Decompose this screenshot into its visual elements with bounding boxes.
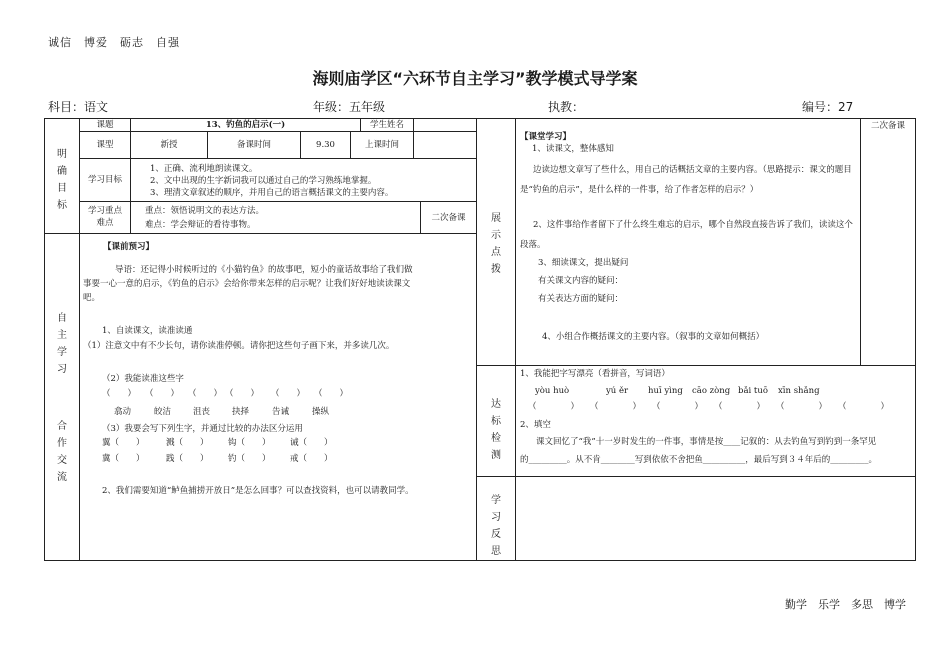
grade-label: 年级：五年级	[313, 100, 386, 114]
label-student-name: 学生姓名	[369, 120, 404, 130]
section-self-study: 自主学习	[57, 313, 67, 375]
motto-bottom: 勤学 乐学 多思 博学	[785, 598, 906, 611]
compare-item[interactable]: 诫（ ）	[290, 438, 333, 448]
bracket-blank[interactable]: （ ）	[314, 389, 349, 399]
type-value: 新授	[160, 140, 178, 150]
teacher-label: 执教：	[548, 100, 585, 114]
section-reflect: 学习反思	[491, 495, 501, 557]
check-2: 2、填空	[520, 420, 551, 430]
bracket-blank[interactable]: （ ）	[271, 389, 306, 399]
fill-blank-line[interactable]: 的_________。从不肯________写到依依不舍把鱼__________，最后写到３４年后的_________。	[520, 455, 878, 465]
second-prep-right: 二次备课	[870, 121, 905, 131]
subject-label: 科目：语文	[48, 100, 109, 114]
pinyin-item: cāo zòng	[692, 386, 731, 396]
preview-heading: 【课前预习】	[103, 242, 155, 252]
step-1: 1、读课文，整体感知	[532, 144, 614, 154]
pinyin-blank[interactable]: （ ）	[776, 402, 828, 412]
prep-time-value: 9.30	[316, 140, 335, 150]
word-item: 抉择	[232, 407, 250, 417]
key-point: 重点：领悟说明文的表达方法。	[145, 206, 265, 216]
label-class-time: 上课时间	[364, 140, 399, 150]
bracket-blank[interactable]: （ ）	[225, 389, 260, 399]
pinyin-item: huī yìng	[648, 386, 683, 396]
bracket-blank[interactable]: （ ）	[145, 389, 180, 399]
compare-item[interactable]: 戒（ ）	[290, 454, 333, 464]
compare-item[interactable]: 践（ ）	[166, 454, 209, 464]
number-label: 编号：27	[802, 100, 854, 114]
goal-item: 1、正确、流利地朗读课文。	[150, 164, 258, 174]
pinyin-item: xīn shǎng	[778, 386, 820, 396]
compare-item[interactable]: 钓（ ）	[228, 454, 271, 464]
pinyin-item: bǎi tuō	[738, 386, 768, 396]
topic-value: 13、钓鱼的启示(一)	[205, 120, 286, 130]
section-show: 展示点拨	[491, 213, 501, 275]
pinyin-blank[interactable]: （ ）	[590, 402, 642, 412]
goal-item: 2、文中出现的生字新词我可以通过自己的学习熟练地掌握。	[150, 176, 377, 186]
question-content: 有关课文内容的疑问：	[538, 276, 624, 286]
compare-item[interactable]: 溅（ ）	[166, 438, 209, 448]
compare-item[interactable]: 冀（ ）	[102, 454, 145, 464]
step-2: 2、这件事给作者留下了什么终生难忘的启示，哪个自然段直接告诉了我们，读读这个段落。	[520, 220, 853, 250]
pinyin-blank[interactable]: （ ）	[652, 402, 704, 412]
task-1-3: （3）我要会写下列生字，并通过比较的办法区分运用	[102, 424, 303, 434]
step-4: 4、小组合作概括课文的主要内容。（叙事的文章如何概括）	[542, 332, 765, 342]
check-1: 1、我能把字写漂亮（看拼音，写词语）	[520, 369, 670, 379]
word-item: 告诫	[272, 407, 290, 417]
label-goals: 学习目标	[87, 175, 122, 185]
compare-item[interactable]: 翼（ ）	[102, 438, 145, 448]
difficulty-point: 难点：学会辩证的看待事物。	[145, 220, 256, 230]
label-prep-time: 备课时间	[236, 140, 271, 150]
step-3: 3、细读课文，提出疑问	[538, 258, 629, 268]
bracket-blank[interactable]: （ ）	[188, 389, 223, 399]
goal-item: 3、理清文章叙述的顺序，并用自己的语言概括课文的主要内容。	[150, 188, 394, 198]
section-check: 达标检测	[491, 399, 501, 461]
section-cooperation: 合作交流	[57, 421, 67, 483]
label-type: 课型	[96, 140, 114, 150]
step-1-text: 边读边想文章写了些什么，用自己的话概括文章的主要内容。（思路提示：课文的题目是“钓鱼的启示”，是什么样的一件事，给了作者怎样的启示？）	[520, 165, 852, 195]
task-1-1: （1）注意文中有不少长句，请你读准停顿。请你把这些句子画下来，并多读几次。	[83, 341, 395, 351]
word-item: 翕动	[114, 407, 132, 417]
pinyin-blank[interactable]: （ ）	[528, 402, 580, 412]
pinyin-item: yú ěr	[606, 386, 629, 396]
section-goals: 明确目标	[57, 149, 67, 211]
task-1: 1、自读课文，读准读通	[102, 326, 193, 336]
label-topic: 课题	[96, 120, 114, 130]
label-key-points: 学习重点 难点	[87, 206, 122, 228]
task-2: 2、我们需要知道“鲈鱼捕捞开放日”是怎么回事？可以查找资料，也可以请教同学。	[102, 486, 414, 496]
fill-blank-line[interactable]: 课文回忆了“我”十一岁时发生的一件事，事情是按____记叙的：从去钓鱼写到钓到一条罕见	[536, 437, 877, 447]
bracket-blank[interactable]: （ ）	[102, 389, 137, 399]
intro-text: 导语：还记得小时候听过的《小猫钓鱼》的故事吧，短小的童话故事给了我们做事要一心一意的启示，《钓鱼的启示》会给你带来怎样的启示呢？让我们好好地读读课文吧。	[83, 265, 413, 303]
compare-item[interactable]: 钩（ ）	[228, 438, 271, 448]
word-item: 皎洁	[154, 407, 172, 417]
motto-top: 诚信 博爱 砺志 自强	[48, 36, 180, 49]
pinyin-blank[interactable]: （ ）	[838, 402, 890, 412]
task-1-2: （2）我能读准这些字	[102, 374, 184, 384]
pinyin-item: yòu huò	[535, 386, 570, 396]
question-expression: 有关表达方面的疑问：	[538, 294, 624, 304]
word-item: 操纵	[312, 407, 330, 417]
class-heading: 【课堂学习】	[520, 132, 572, 142]
word-item: 沮丧	[193, 407, 211, 417]
pinyin-blank[interactable]: （ ）	[714, 402, 766, 412]
page-title: 海则庙学区“六环节自主学习”教学模式导学案	[312, 69, 638, 88]
second-prep-left: 二次备课	[431, 212, 466, 223]
